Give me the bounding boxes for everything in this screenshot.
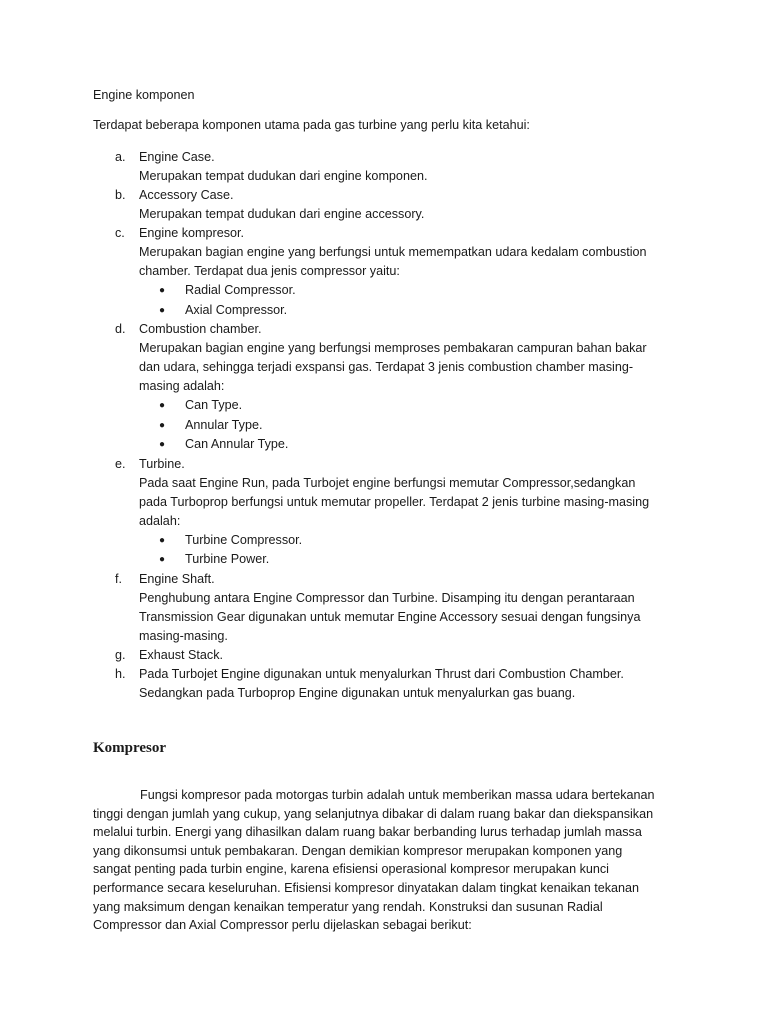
paragraph-line: yang dikonsumsi untuk pembakaran. Dengan demikian kompresor merupakan komponen yang [93,843,623,858]
list-item [93,646,693,665]
component-list [93,148,693,703]
bullet-icon: ● [159,285,166,296]
list-item-text: Merupakan tempat dudukan dari engine komponen. [139,169,428,183]
list-marker: e. [115,456,126,471]
list-item [93,186,693,224]
list-marker: d. [115,322,126,336]
list-item-title: Turbine. [139,456,185,471]
intro-text: Terdapat beberapa komponen utama pada gas turbine yang perlu kita ketahui: [93,118,530,132]
list-item-text: chamber. Terdapat dua jenis compressor yaitu: [139,264,400,278]
list-item-body [139,148,693,186]
list-item-title: Combustion chamber. [139,322,262,336]
bullet-icon: ● [159,534,166,546]
bullet-icon: ● [159,419,166,431]
list-item-body [139,224,693,320]
paragraph-line: Compressor dan Axial Compressor perlu dijelaskan sebagai berikut: [93,918,472,933]
bullet-icon: ● [159,400,166,411]
bullet-text: Axial Compressor. [185,302,288,317]
bullet-icon: ● [159,439,166,450]
list-marker: a. [115,150,126,164]
list-item-text: Pada saat Engine Run, pada Turbojet engine berfungsi memutar Compressor,sedangkan [139,475,636,490]
bullet-text: Can Annular Type. [185,437,289,451]
list-item-body [139,570,693,646]
list-marker: g. [115,647,126,662]
list-item-text: Merupakan tempat dudukan dari engine accessory. [139,207,425,221]
document-title: Engine komponen [93,88,195,102]
list-marker: f. [115,571,122,586]
bullet-text: Can Type. [185,398,243,412]
bullet-item [139,531,693,551]
list-item [93,148,693,186]
list-marker: b. [115,188,126,202]
list-item-text: adalah: [139,513,181,528]
paragraph-line: melalui turbin. Energi yang dihasilkan dalam ruang bakar berbanding lurus terhadap jumlah massa [93,825,642,840]
list-item-body [139,455,693,570]
list-item-text: Sedangkan pada Turboprop Engine digunakan untuk menyalurkan gas buang. [139,685,576,700]
paragraph-line: tinggi dengan jumlah yang cukup, yang selanjutnya dibakar di dalam ruang bakar dan diekspansikan [93,806,654,821]
bullet-item [139,301,693,321]
bullet-item [139,396,693,416]
section-paragraph [93,786,683,935]
bullet-text: Turbine Compressor. [185,532,303,547]
list-item-body [139,320,693,455]
list-item [93,320,693,455]
bullet-text: Turbine Power. [185,552,270,566]
bullet-item [139,416,693,436]
list-item-text: Transmission Gear digunakan untuk memutar Engine Accessory sesuai dengan fungsinya [139,609,641,624]
bullet-text: Radial Compressor. [185,283,296,297]
list-item-text: Merupakan bagian engine yang berfungsi untuk memempatkan udara kedalam combustion [139,245,647,259]
list-item [93,224,693,320]
list-marker: c. [115,226,125,240]
bullet-icon: ● [159,304,166,316]
bullet-list [139,281,693,320]
list-item [93,665,693,703]
bullet-list [139,531,693,570]
list-item-text: Merupakan bagian engine yang berfungsi memproses pembakaran campuran bahan bakar [139,341,647,355]
bullet-list [139,396,693,455]
list-item-text: pada Turboprop berfungsi untuk memutar propeller. Terdapat 2 jenis turbine masing-masing [139,494,650,509]
paragraph-line: Fungsi kompresor pada motorgas turbin adalah untuk memberikan massa udara bertekanan [140,788,655,802]
list-item-text: masing adalah: [139,379,225,393]
paragraph-line: performance secara keseluruhan. Efisiensi kompresor dinyatakan dalam tingkat kenaikan tekanan [93,880,640,895]
list-item-body [139,186,693,224]
section-heading: Kompresor [93,740,167,756]
list-item-title: Engine kompresor. [139,226,245,240]
list-item-text: masing-masing. [139,628,228,643]
paragraph-line: yang maksimum dengan kenaikan temperatur yang rendah. Konstruksi dan susunan Radial [93,899,603,914]
list-item-body [139,665,693,703]
list-item-title: Accessory Case. [139,188,234,202]
list-item-text: dan udara, sehingga terjadi exspansi gas. Terdapat 3 jenis combustion chamber masing- [139,360,634,374]
list-item-text: Penghubung antara Engine Compressor dan Turbine. Disamping itu dengan perantaraan [139,590,635,605]
list-item [93,570,693,646]
list-item [93,455,693,570]
list-item-title: Engine Case. [139,150,215,164]
bullet-item [139,435,693,455]
bullet-icon: ● [159,554,166,565]
bullet-item [139,550,693,570]
list-item-title: Exhaust Stack. [139,647,223,662]
list-item-body [139,646,693,665]
bullet-item [139,281,693,301]
list-item-title: Pada Turbojet Engine digunakan untuk menyalurkan Thrust dari Combustion Chamber. [139,666,624,681]
list-marker: h. [115,666,126,681]
paragraph-line: sangat penting pada turbin engine, karena efisiensi operasional kompresor merupakan kunci [93,862,609,877]
list-item-title: Engine Shaft. [139,571,215,586]
bullet-text: Annular Type. [185,417,263,432]
